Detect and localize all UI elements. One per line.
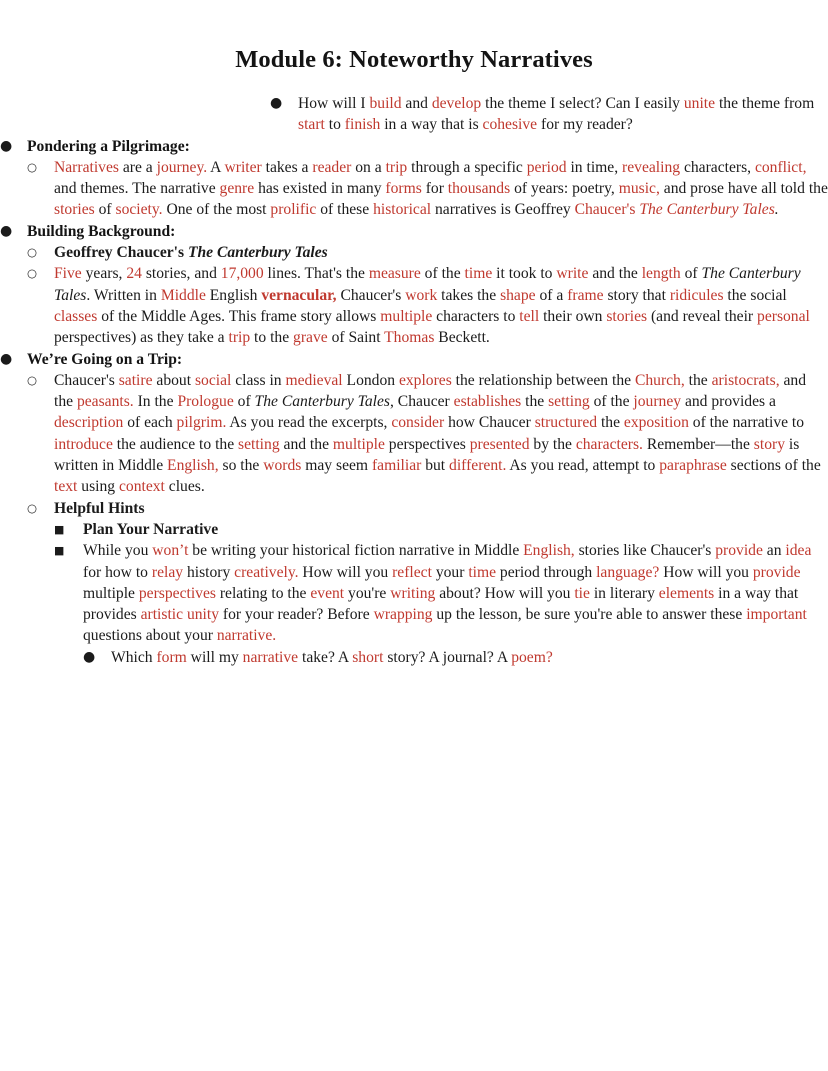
highlight-word: establishes — [453, 393, 522, 411]
highlight-word: society. — [115, 201, 163, 219]
bullet-disc-icon: ● — [0, 222, 13, 239]
text-run: London — [342, 371, 399, 389]
text-run: about? How will you — [435, 584, 575, 602]
text-run: of — [680, 265, 702, 283]
text-run: of — [94, 201, 116, 219]
text-run: and — [401, 95, 432, 112]
highlight-word: classes — [54, 307, 98, 325]
text-run: multiple — [83, 584, 139, 602]
text-run: to — [324, 116, 345, 134]
text-run: of each — [123, 414, 177, 432]
list-level-3 — [54, 519, 828, 668]
book-title: The Canterbury Tales — [187, 244, 328, 262]
text-run: stories, and — [141, 265, 221, 283]
bullet-disc-icon: ● — [0, 137, 13, 154]
text-run: is written in Middle — [54, 435, 800, 475]
text-run: the — [597, 414, 624, 432]
highlight-word: Church, — [634, 371, 685, 389]
text-run: the social — [723, 286, 787, 304]
list-item — [270, 93, 828, 136]
text-run: While you — [83, 542, 153, 560]
text-run: narratives is Geoffrey — [431, 201, 575, 219]
orphan-bullet-group — [0, 93, 828, 136]
text-run: A — [207, 158, 225, 176]
text-run: history — [183, 563, 235, 581]
highlight-word: setting — [548, 393, 590, 411]
highlight-word: poem? — [511, 648, 553, 666]
text-run: so the — [218, 457, 264, 475]
section-heading: Building Background: — [27, 222, 176, 240]
highlight-word: reflect — [392, 563, 432, 581]
text-run: class in — [231, 371, 286, 389]
highlight-word: peasants. — [76, 393, 134, 411]
text-run: of the — [420, 265, 465, 283]
text-run: questions about your — [83, 627, 217, 645]
highlight-word: presented — [469, 435, 530, 453]
section-building-background — [0, 221, 828, 349]
text-run: the relationship between the — [451, 371, 635, 389]
bullet-circle-icon: ○ — [27, 500, 38, 515]
text-run: the theme from — [715, 95, 815, 112]
text-run: through a specific — [407, 158, 527, 176]
highlight-word: provide — [752, 563, 801, 581]
highlight-word: music, — [618, 180, 660, 198]
highlight-word: Chaucer's — [574, 201, 636, 219]
highlight-word: Five — [54, 265, 82, 283]
text-run: How will you — [298, 563, 393, 581]
highlight-word: revealing — [622, 158, 681, 176]
section-heading: Pondering a Pilgrimage: — [27, 137, 190, 155]
section-heading: We’re Going on a Trip: — [27, 350, 183, 368]
list-level-1 — [0, 136, 828, 668]
subsection-helpful-hints — [27, 498, 828, 668]
highlight-word: historical — [373, 201, 432, 219]
list-level-2 — [27, 242, 828, 348]
subsection-heading: Helpful Hints — [54, 499, 145, 517]
text-run: of a — [535, 286, 568, 304]
section-were-going-on-a-trip — [0, 349, 828, 668]
list-item-text — [111, 647, 828, 668]
hint-heading: Plan Your Narrative — [83, 520, 219, 538]
text-run: to the — [250, 329, 294, 347]
paragraph — [298, 93, 828, 136]
text-run: about — [152, 371, 195, 389]
text-run: As you read the excerpts, — [226, 414, 392, 432]
list-level-4 — [83, 647, 828, 668]
text-run: and themes. The narrative — [54, 180, 220, 198]
highlight-word: description — [54, 414, 124, 432]
text-run: and the — [279, 435, 333, 453]
list-item — [83, 647, 828, 668]
bullet-circle-icon: ○ — [27, 159, 38, 174]
highlight-word: important — [746, 606, 807, 624]
text-run: their own — [539, 307, 607, 325]
book-title: The Canterbury Tales — [54, 265, 801, 304]
text-run: clues. — [164, 478, 205, 496]
highlight-word: creatively. — [234, 563, 299, 581]
paragraph — [54, 370, 828, 498]
highlight-word: 17,000 — [220, 265, 264, 283]
text-run: Which — [111, 648, 157, 666]
text-run: takes a — [261, 158, 313, 176]
highlight-word: conflict, — [754, 158, 807, 176]
text-run: takes the — [437, 286, 501, 304]
highlight-word: context — [118, 478, 165, 496]
text-run: will my — [186, 648, 243, 666]
highlight-word: prolific — [270, 201, 317, 219]
text-run: story? A journal? A — [383, 648, 512, 666]
text-run: of these — [316, 201, 374, 219]
text-run: in time, — [566, 158, 623, 176]
highlight-word: Thomas — [384, 329, 435, 347]
highlight-word: pilgrim. — [176, 414, 227, 432]
list-item-text — [54, 157, 828, 221]
subsection-heading-item — [27, 242, 828, 263]
bullet-disc-icon: ● — [270, 95, 283, 111]
text-run: of years: poetry, — [510, 180, 619, 198]
highlight-word: English, — [523, 542, 575, 560]
highlight-word: thousands — [447, 180, 511, 198]
highlight-word: start — [298, 116, 325, 134]
text-run: an — [762, 542, 786, 560]
text-run: and prose have all told the — [659, 180, 828, 198]
highlight-word: Narratives — [54, 158, 119, 176]
text-run: by the — [529, 435, 576, 453]
highlight-word: won’t — [152, 542, 189, 560]
highlight-word: characters. — [575, 435, 643, 453]
highlight-word: grave — [293, 329, 328, 347]
text-run: characters, — [680, 158, 755, 176]
highlight-word: writing — [390, 584, 436, 602]
list-level-2 — [27, 157, 828, 221]
highlight-word-bold: vernacular, — [261, 286, 337, 304]
highlight-word: aristocrats, — [711, 371, 780, 389]
text-run: period through — [496, 563, 597, 581]
text-run: Chaucer's — [336, 286, 406, 304]
highlight-word: 24 — [126, 265, 142, 283]
text-run: you're — [344, 584, 391, 602]
highlight-word: setting — [238, 435, 280, 453]
list-item — [27, 263, 828, 348]
book-title: The Canterbury Tales — [254, 393, 390, 411]
bullet-disc-icon: ● — [83, 648, 96, 665]
highlight-word: frame — [567, 286, 604, 304]
text-run: and the — [588, 265, 642, 283]
highlight-word: finish — [344, 116, 381, 134]
text-run: and provides a — [681, 393, 776, 411]
text-run: perspectives — [384, 435, 470, 453]
highlight-word: Prologue — [177, 393, 234, 411]
highlight-word: personal — [757, 307, 810, 325]
text-run: on a — [351, 158, 386, 176]
highlight-word: period — [526, 158, 567, 176]
text-run: characters to — [432, 307, 520, 325]
highlight-word: short — [352, 648, 384, 666]
text-run: One of the most — [162, 201, 271, 219]
highlight-word: medieval — [285, 371, 343, 389]
highlight-word: time — [468, 563, 497, 581]
text-run: it took to — [492, 265, 557, 283]
text-run: take? A — [298, 648, 353, 666]
text-run: stories like Chaucer's — [574, 542, 716, 560]
text-run: . Written in — [86, 286, 161, 304]
highlight-word: time — [464, 265, 493, 283]
bullet-circle-icon: ○ — [27, 372, 38, 387]
section-pondering-a-pilgrimage — [0, 136, 828, 221]
highlight-word: cohesive — [482, 116, 538, 134]
text-run: story that — [603, 286, 670, 304]
text-run: of the Middle Ages. This frame story allows — [97, 307, 381, 325]
highlight-word: shape — [500, 286, 536, 304]
text-run: for how to — [83, 563, 152, 581]
bullet-square-icon: ■ — [54, 544, 65, 558]
highlight-word: forms — [385, 180, 422, 198]
text-run: How will I — [298, 95, 370, 112]
highlight-word: social — [194, 371, 232, 389]
list-item — [27, 370, 828, 498]
highlight-word: form — [156, 648, 187, 666]
text-run: for — [421, 180, 448, 198]
highlight-word: satire — [118, 371, 153, 389]
text-run: Beckett. — [434, 329, 490, 347]
highlight-word: stories — [54, 201, 95, 219]
text-run: of — [233, 393, 255, 411]
bullet-disc-icon: ● — [0, 350, 13, 367]
highlight-word: narrative. — [216, 627, 277, 645]
text-run: may seem — [301, 457, 372, 475]
highlight-word: work — [405, 286, 438, 304]
highlight-word: multiple — [380, 307, 433, 325]
text-run: for my reader? — [537, 116, 633, 134]
text-run: How will you — [659, 563, 753, 581]
text-run: As you read, attempt to — [506, 457, 660, 475]
paragraph — [83, 540, 828, 646]
bullet-circle-icon: ○ — [27, 245, 38, 260]
text-run: are a — [118, 158, 157, 176]
highlight-word: consider — [391, 414, 445, 432]
highlight-word: Middle — [160, 286, 206, 304]
highlight-word: artistic unity — [140, 606, 219, 624]
list-item-text — [54, 370, 828, 498]
highlight-word: different. — [449, 457, 507, 475]
text-run: has existed in many — [254, 180, 386, 198]
text-run: . — [774, 201, 779, 219]
highlight-word: English, — [167, 457, 219, 475]
text-run: up the lesson, be sure you're able to answer these — [432, 606, 747, 624]
highlight-word: perspectives — [138, 584, 216, 602]
text-run: the audience to the — [112, 435, 239, 453]
text-run: English — [205, 286, 262, 304]
highlight-word: narrative — [242, 648, 299, 666]
paragraph — [54, 263, 828, 348]
text-run: of the narrative to — [688, 414, 805, 432]
text-run: years, — [81, 265, 127, 283]
highlight-word: length — [641, 265, 681, 283]
text-run: for your reader? Before — [219, 606, 374, 624]
text-run: in literary — [589, 584, 659, 602]
text-run: relating to the — [215, 584, 311, 602]
highlight-word: journey. — [156, 158, 208, 176]
text-run: the — [684, 371, 712, 389]
highlight-word: idea — [785, 542, 812, 560]
text-run: of the — [589, 393, 634, 411]
highlight-word: tell — [519, 307, 540, 325]
bullet-square-icon: ■ — [54, 522, 65, 536]
paragraph — [111, 647, 828, 668]
highlight-word: write — [556, 265, 589, 283]
text-run: (and reveal their — [647, 307, 758, 325]
highlight-word: ridicules — [669, 286, 724, 304]
highlight-word: multiple — [332, 435, 385, 453]
text-run: Chaucer's — [54, 371, 119, 389]
highlight-word: introduce — [54, 435, 113, 453]
highlight-word: trip — [385, 158, 408, 176]
highlight-word: structured — [534, 414, 598, 432]
highlight-word: stories — [606, 307, 648, 325]
page-title: Module 6: Noteworthy Narratives — [235, 46, 593, 73]
highlight-word: words — [263, 457, 302, 475]
highlight-word: unite — [683, 95, 716, 112]
document-body — [0, 93, 828, 668]
text-run: lines. That's the — [263, 265, 369, 283]
highlight-word: relay — [151, 563, 184, 581]
list-item-text — [54, 263, 828, 348]
highlight-word: reader — [312, 158, 352, 176]
highlight-word: journey — [633, 393, 682, 411]
list-item — [27, 157, 828, 221]
subsection-heading: Geoffrey Chaucer's — [54, 244, 188, 262]
text-run: Remember—the — [642, 435, 754, 453]
list-item-text — [298, 93, 828, 136]
highlight-word: story — [753, 435, 785, 453]
text-run: how Chaucer — [444, 414, 535, 432]
text-run: sections of the — [726, 457, 821, 475]
list-item-text — [83, 540, 828, 668]
text-run: your — [431, 563, 469, 581]
highlight-word: explores — [398, 371, 452, 389]
text-run: in a way that provides — [83, 584, 799, 624]
text-run: in a way that is — [380, 116, 483, 134]
highlight-word: build — [369, 95, 402, 112]
highlight-word: provide — [715, 542, 763, 560]
text-run: of Saint — [327, 329, 385, 347]
highlight-word: wrapping — [373, 606, 433, 624]
highlight-word: tie — [574, 584, 590, 602]
list-level-2 — [27, 370, 828, 668]
highlight-word: text — [54, 478, 78, 496]
book-title: The Canterbury Tales — [639, 201, 775, 219]
highlight-word: elements — [658, 584, 715, 602]
highlight-word: language? — [596, 563, 660, 581]
highlight-word: measure — [368, 265, 421, 283]
highlight-word: exposition — [623, 414, 689, 432]
text-run: the — [521, 393, 549, 411]
text-run: , Chaucer — [390, 393, 454, 411]
text-run: and the — [54, 371, 807, 411]
list-item — [54, 540, 828, 668]
highlight-word: writer — [224, 158, 262, 176]
highlight-word: genre — [219, 180, 255, 198]
text-run: In the — [133, 393, 178, 411]
bullet-circle-icon: ○ — [27, 266, 38, 281]
highlight-word: develop — [431, 95, 482, 112]
text-run: the theme I select? Can I easily — [481, 95, 684, 112]
text-run: but — [421, 457, 450, 475]
highlight-word: event — [310, 584, 345, 602]
highlight-word: familiar — [371, 457, 422, 475]
paragraph — [54, 157, 828, 221]
text-run: using — [77, 478, 119, 496]
highlight-word: paraphrase — [659, 457, 727, 475]
text-run: perspectives) as they take a — [54, 329, 229, 347]
highlight-word: trip — [228, 329, 251, 347]
list-level-4 — [270, 93, 828, 136]
list-item-plan-your-narrative — [54, 519, 828, 540]
text-run: be writing your historical fiction narrative in Middle — [188, 542, 524, 560]
